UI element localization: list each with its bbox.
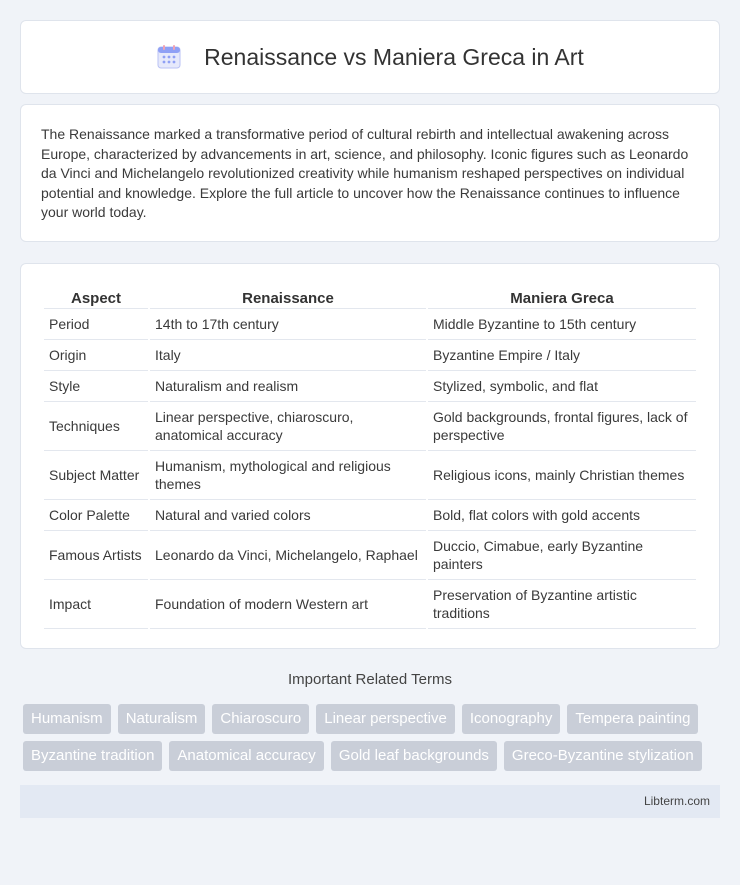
tag-chiaroscuro[interactable]: Chiaroscuro (212, 704, 309, 734)
related-terms-tags (23, 704, 723, 778)
tag-humanism[interactable]: Humanism (23, 704, 111, 734)
intro-card (20, 104, 720, 242)
header-renaissance: Renaissance (150, 284, 426, 309)
header-card (20, 20, 720, 94)
renaissance-cell: Humanism, mythological and religious themes (150, 451, 426, 500)
renaissance-cell: Natural and varied colors (150, 500, 426, 531)
maniera-greca-cell: Duccio, Cimabue, early Byzantine painters (428, 531, 696, 580)
aspect-cell: Subject Matter (44, 451, 148, 500)
maniera-greca-cell: Middle Byzantine to 15th century (428, 309, 696, 340)
aspect-cell: Origin (44, 340, 148, 371)
renaissance-cell: Foundation of modern Western art (150, 580, 426, 629)
renaissance-cell: 14th to 17th century (150, 309, 426, 340)
tag-naturalism[interactable]: Naturalism (118, 704, 206, 734)
renaissance-cell: Naturalism and realism (150, 371, 426, 402)
table-row (44, 531, 696, 580)
renaissance-cell: Leonardo da Vinci, Michelangelo, Raphael (150, 531, 426, 580)
aspect-cell: Famous Artists (44, 531, 148, 580)
maniera-greca-cell: Gold backgrounds, frontal figures, lack of perspective (428, 402, 696, 451)
table-header-row (44, 284, 696, 309)
comparison-table-card (20, 263, 720, 649)
tag-anatomical-accuracy[interactable]: Anatomical accuracy (169, 741, 323, 771)
table-row (44, 500, 696, 531)
table-row (44, 371, 696, 402)
tag-tempera-painting[interactable]: Tempera painting (567, 704, 698, 734)
header-aspect: Aspect (44, 284, 148, 309)
tag-greco-byzantine-stylization[interactable]: Greco-Byzantine stylization (504, 741, 702, 771)
aspect-cell: Impact (44, 580, 148, 629)
page-title: Renaissance vs Maniera Greca in Art (204, 43, 584, 70)
maniera-greca-cell: Bold, flat colors with gold accents (428, 500, 696, 531)
aspect-cell: Style (44, 371, 148, 402)
comparison-table (42, 284, 698, 629)
maniera-greca-cell: Stylized, symbolic, and flat (428, 371, 696, 402)
intro-text: The Renaissance marked a transformative period of cultural rebirth and intellectual awakening across Europe, characterized by advancements in art, science, and philosophy. Iconic figures such as Leonardo da Vinci and Michelangelo revolutionized creativity while humanism reshaped perspectives on individual potential and knowledge. Explore the full article to uncover how the Renaissance continues to influence your world today. (41, 126, 689, 221)
header-maniera-greca: Maniera Greca (428, 284, 696, 309)
aspect-cell: Period (44, 309, 148, 340)
footer (20, 785, 720, 818)
tag-iconography[interactable]: Iconography (462, 704, 561, 734)
table-row (44, 309, 696, 340)
table-row (44, 580, 696, 629)
related-terms-title: Important Related Terms (288, 671, 452, 688)
footer-brand-link[interactable]: Libterm.com (643, 794, 710, 808)
renaissance-cell: Italy (150, 340, 426, 371)
aspect-cell: Techniques (44, 402, 148, 451)
calendar-icon (156, 44, 182, 70)
renaissance-cell: Linear perspective, chiaroscuro, anatomical accuracy (150, 402, 426, 451)
table-row (44, 451, 696, 500)
table-row (44, 402, 696, 451)
maniera-greca-cell: Byzantine Empire / Italy (428, 340, 696, 371)
maniera-greca-cell: Preservation of Byzantine artistic traditions (428, 580, 696, 629)
table-row (44, 340, 696, 371)
tag-linear-perspective[interactable]: Linear perspective (316, 704, 455, 734)
aspect-cell: Color Palette (44, 500, 148, 531)
tag-gold-leaf-backgrounds[interactable]: Gold leaf backgrounds (331, 741, 497, 771)
maniera-greca-cell: Religious icons, mainly Christian themes (428, 451, 696, 500)
tag-byzantine-tradition[interactable]: Byzantine tradition (23, 741, 162, 771)
